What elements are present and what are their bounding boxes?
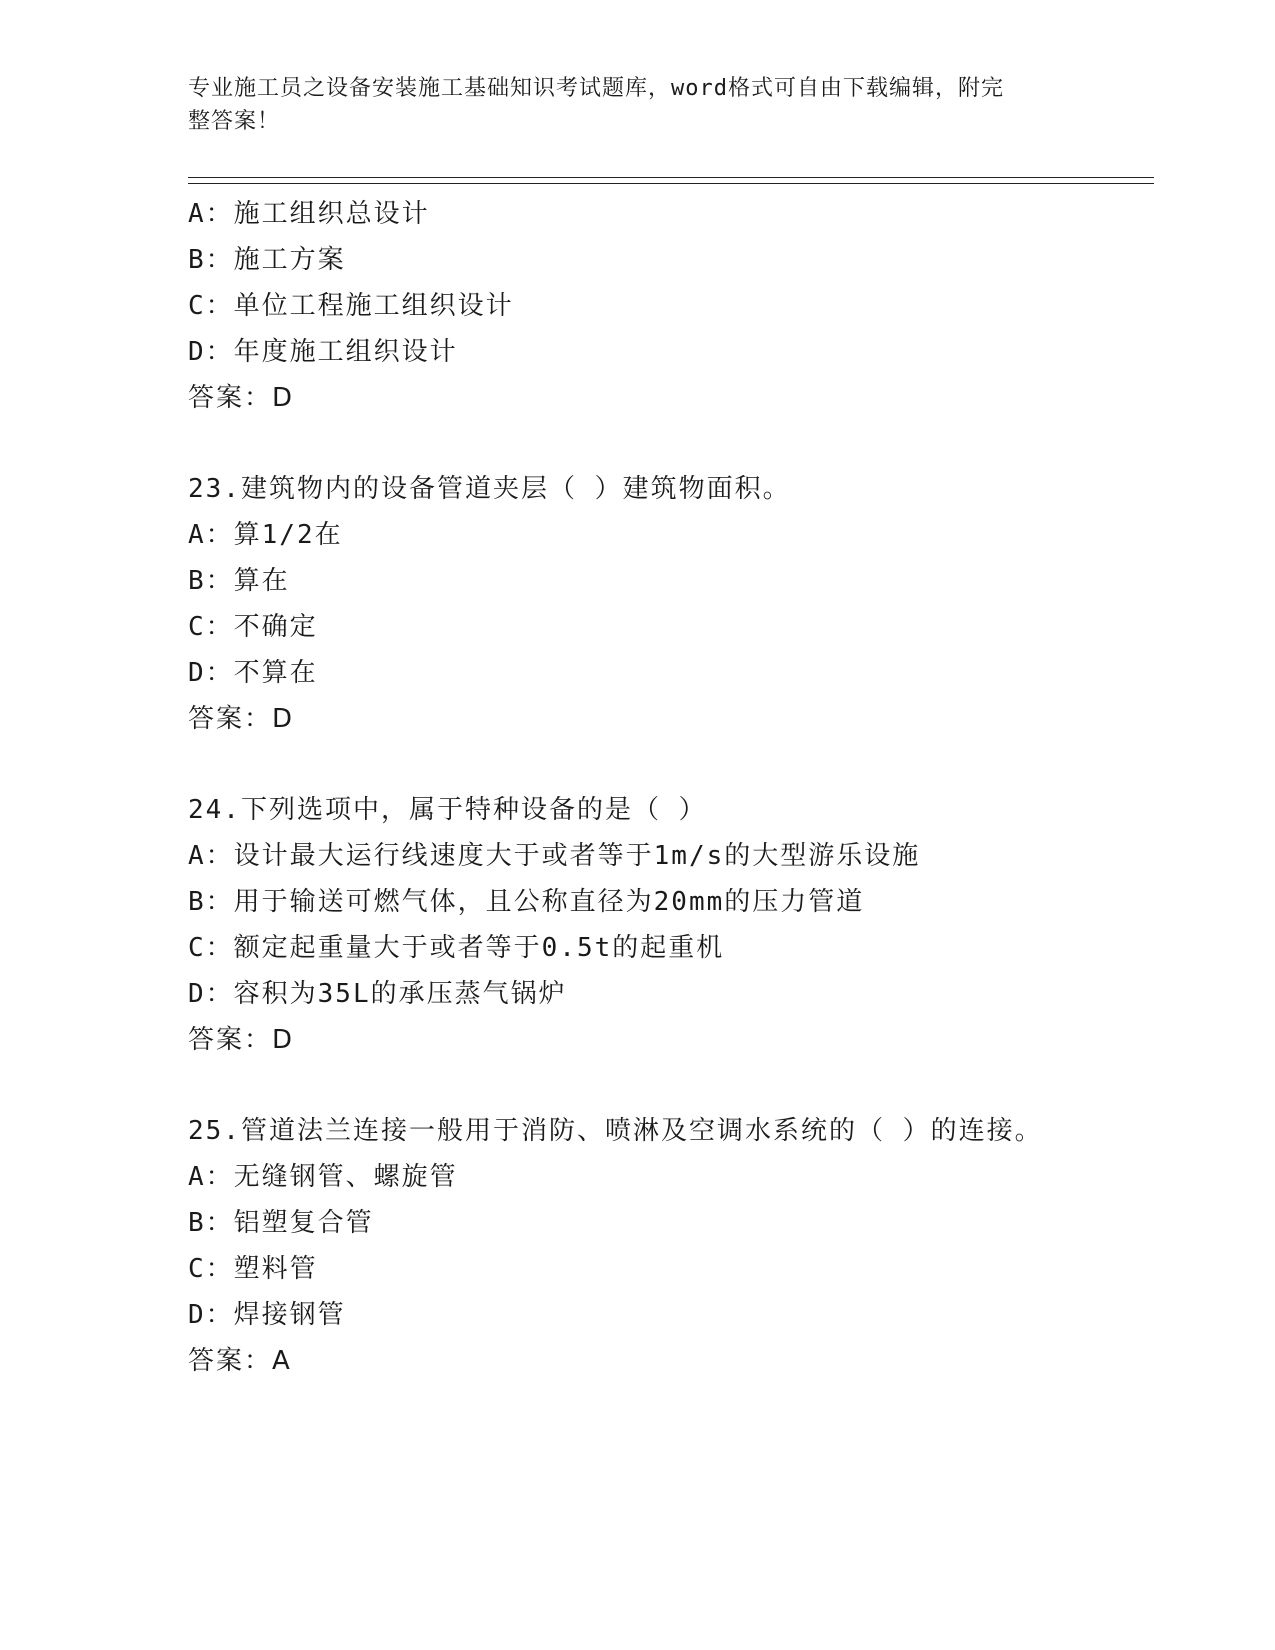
option-d: D：年度施工组织设计 (188, 337, 458, 367)
question-text: 24.下列选项中，属于特种设备的是（ ） (188, 795, 707, 825)
option-d: D：不算在 (188, 658, 318, 688)
option-c: C：不确定 (188, 612, 318, 642)
option-a: A：算1/2在 (188, 520, 343, 550)
document-header (188, 72, 1068, 138)
spacer (188, 421, 1154, 466)
question-text: 25.管道法兰连接一般用于消防、喷淋及空调水系统的（ ）的连接。 (188, 1116, 1043, 1146)
option-a: A：施工组织总设计 (188, 199, 430, 229)
header-line-1: 专业施工员之设备安装施工基础知识考试题库，word格式可自由下载编辑，附完 (188, 76, 1004, 101)
option-c: C：塑料管 (188, 1254, 318, 1284)
question-22 (188, 191, 1154, 421)
question-25 (188, 1108, 1154, 1384)
answer: 答案：D (188, 1025, 295, 1055)
question-24 (188, 787, 1154, 1063)
option-d: D：焊接钢管 (188, 1300, 346, 1330)
option-a: A：设计最大运行线速度大于或者等于1m/s的大型游乐设施 (188, 841, 921, 871)
option-a: A：无缝钢管、螺旋管 (188, 1162, 458, 1192)
answer: 答案：A (188, 1346, 292, 1376)
option-c: C：单位工程施工组织设计 (188, 291, 514, 321)
header-divider-bottom (188, 183, 1154, 184)
option-d: D：容积为35L的承压蒸气锅炉 (188, 979, 567, 1009)
question-list (188, 191, 1154, 1384)
question-text: 23.建筑物内的设备管道夹层（ ）建筑物面积。 (188, 474, 791, 504)
option-b: B：施工方案 (188, 245, 346, 275)
option-b: B：用于输送可燃气体，且公称直径为20mm的压力管道 (188, 887, 865, 917)
header-divider-top (188, 177, 1154, 178)
answer: 答案：D (188, 704, 295, 734)
header-line-2: 整答案！ (188, 109, 281, 134)
option-b: B：算在 (188, 566, 290, 596)
spacer (188, 1063, 1154, 1108)
answer: 答案：D (188, 383, 295, 413)
option-c: C：额定起重量大于或者等于0.5t的起重机 (188, 933, 725, 963)
question-23 (188, 466, 1154, 742)
option-b: B：铝塑复合管 (188, 1208, 374, 1238)
spacer (188, 742, 1154, 787)
